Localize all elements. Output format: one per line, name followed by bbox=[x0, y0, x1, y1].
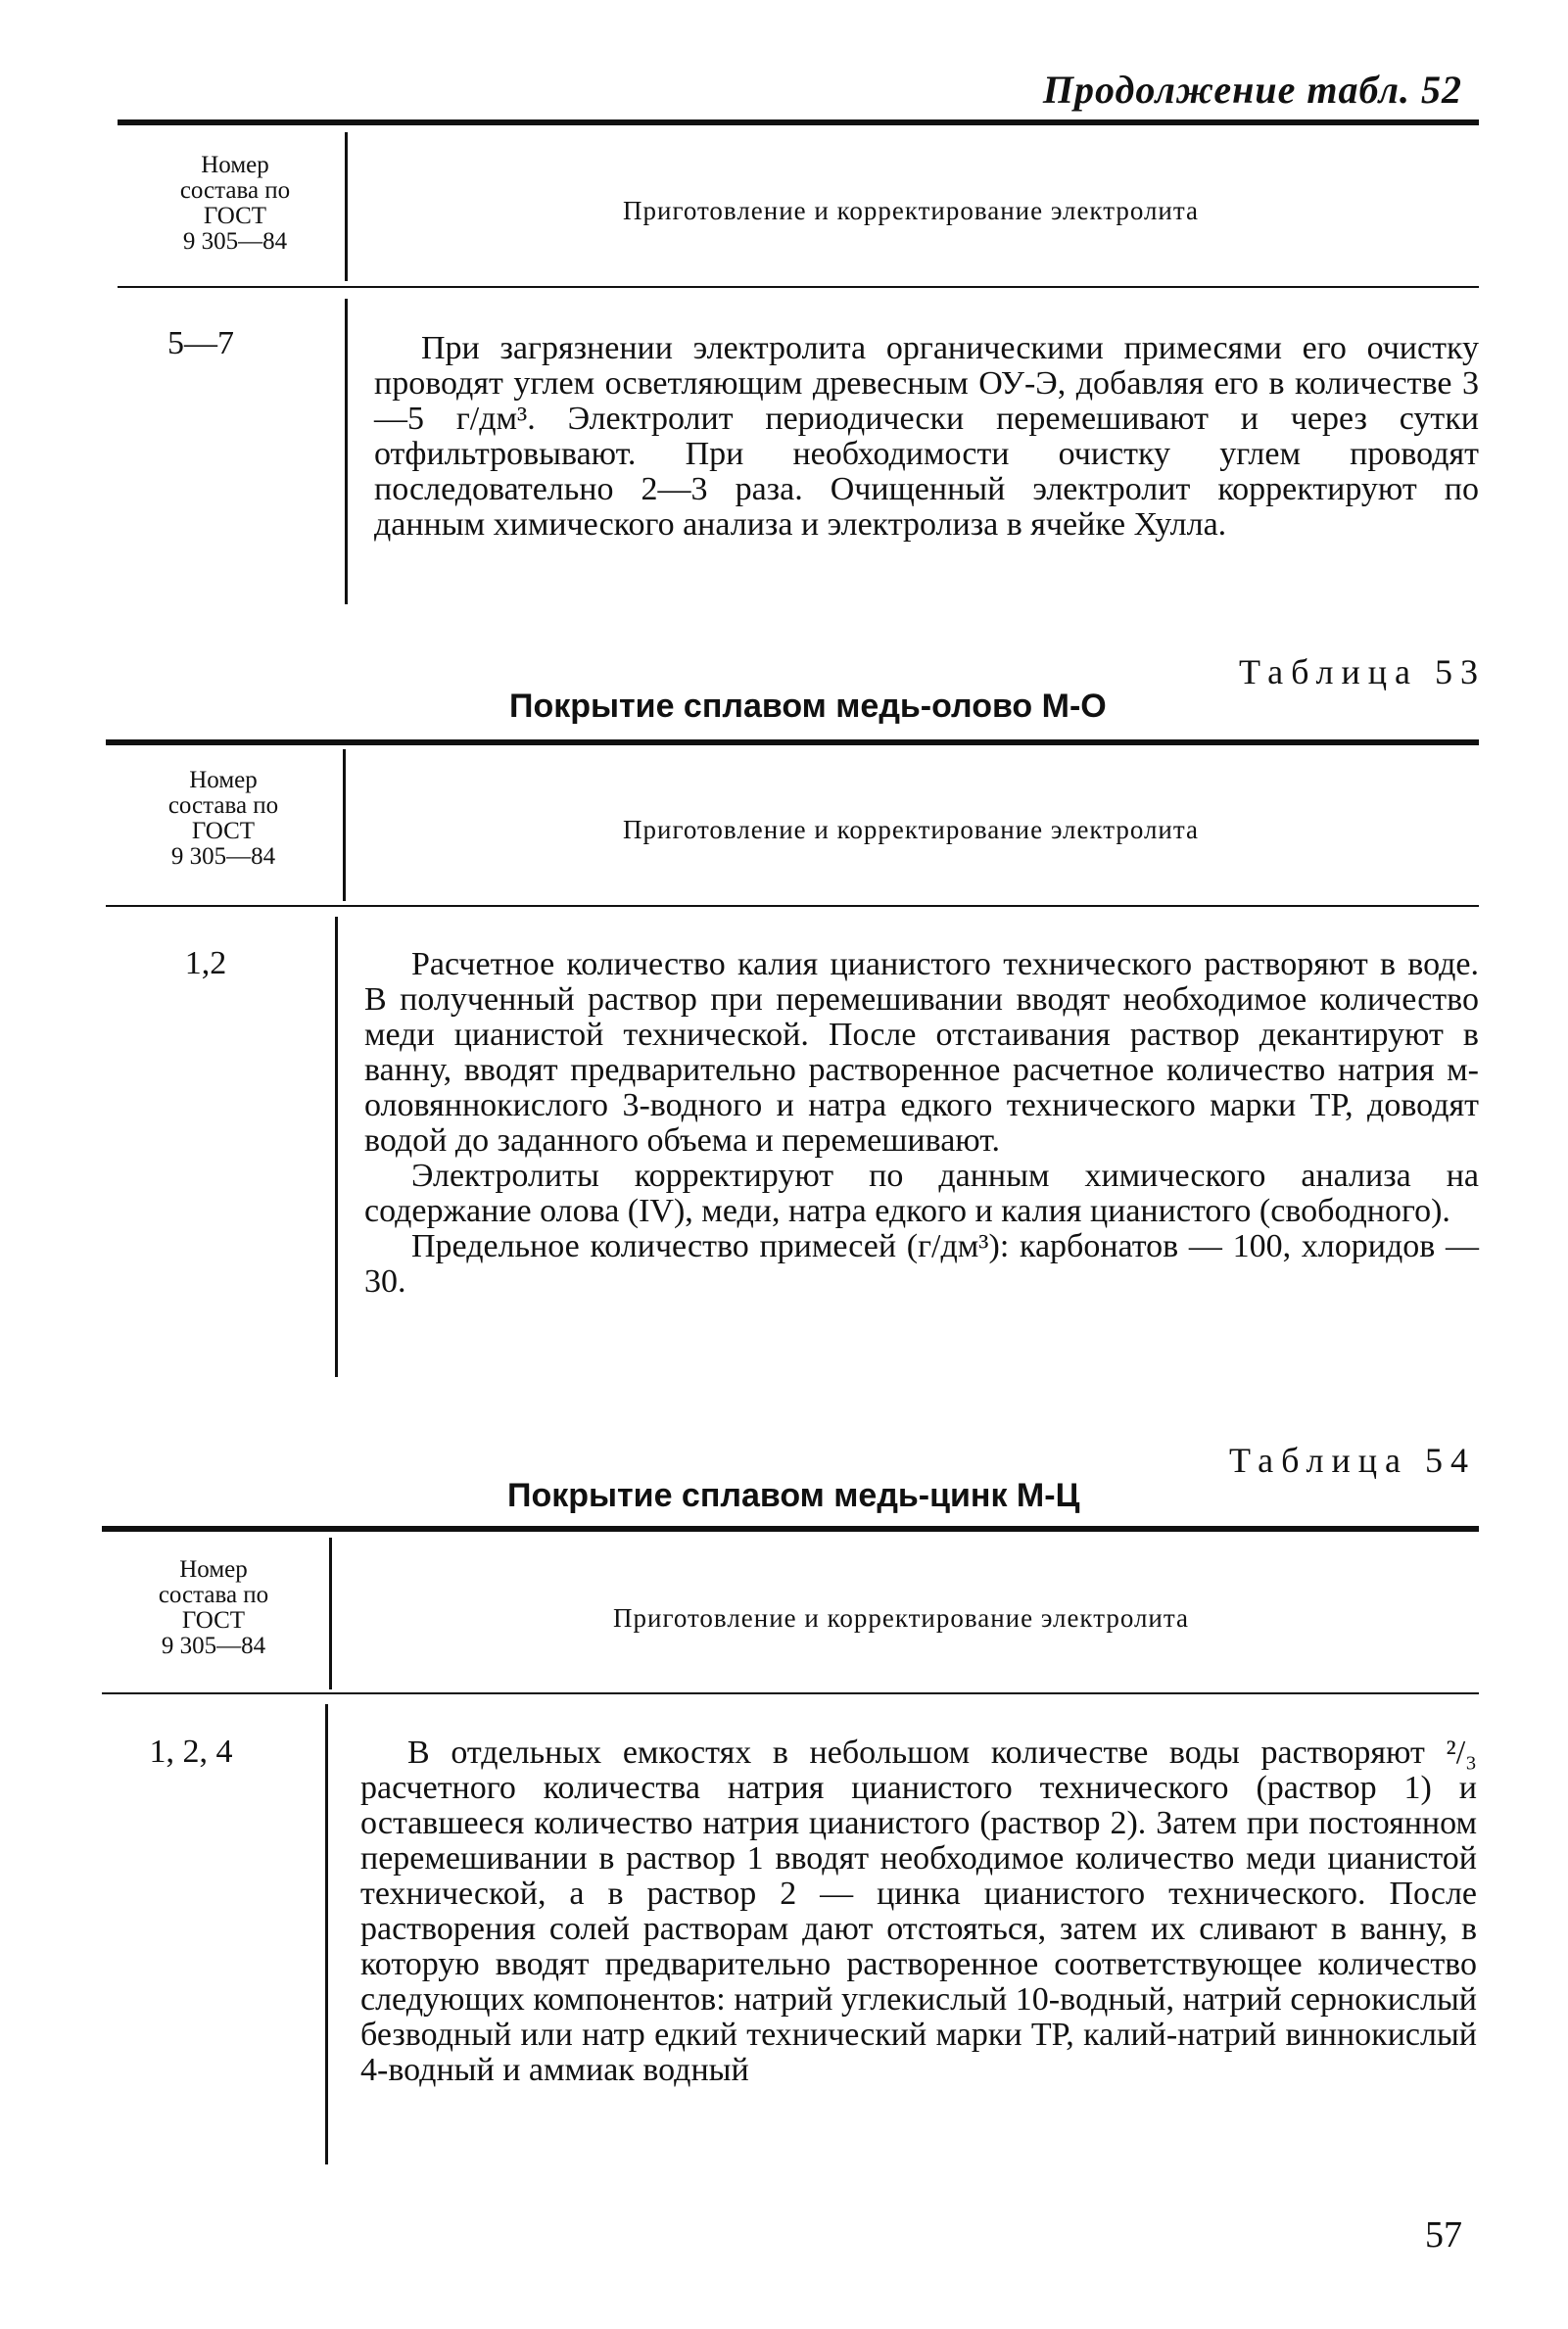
table54-top-rule bbox=[102, 1526, 1479, 1532]
table53-row-text bbox=[364, 947, 1479, 1300]
table52-body-divider bbox=[345, 299, 348, 604]
table53-caption: Покрытие сплавом медь-олово М-О bbox=[509, 688, 1107, 725]
table53-body-divider bbox=[335, 917, 338, 1377]
table52-header-description: Приготовление и корректирование электролита bbox=[623, 196, 1199, 225]
table52-header-rule bbox=[118, 286, 1479, 288]
table53-row-number: 1,2 bbox=[184, 945, 227, 981]
table53-top-rule bbox=[106, 739, 1479, 745]
table54-header-number: Номер состава по ГОСТ 9 305—84 bbox=[158, 1556, 269, 1659]
table54-caption: Покрытие сплавом медь-цинк М-Ц bbox=[507, 1477, 1080, 1514]
table54-label: Таблица 54 bbox=[1229, 1441, 1476, 1480]
table54-row-number: 1, 2, 4 bbox=[149, 1734, 233, 1770]
table52-top-rule bbox=[118, 119, 1479, 125]
table53-label: Таблица 53 bbox=[1239, 652, 1486, 691]
table53-divider bbox=[343, 749, 346, 901]
table53-paragraph-2: Электролиты корректируют по данным химического анализа на содержание олова (IV), меди, натра едкого и калия цианистого (свободного). bbox=[364, 1158, 1479, 1229]
table54-header-rule bbox=[102, 1692, 1479, 1694]
table54-row-text: В отдельных емкостях в небольшом количестве воды растворяют ²/₃ расчетного количества натрия цианистого технического (раствор 1) и оставшееся количество натрия цианистого (раствор 2). Затем при постоянном перемешивании в раствор 1 вводят необходимое количество меди цианистой технической, а в раствор 2 — цинка цианистого технического. После растворения солей растворам дают отстояться, затем их сливают в ванну, в которую вводят предварительно растворенное соответствующее количество следующих компонентов: натрий углекислый 10-водный, натрий сернокислый безводный или натр едкий технический марки ТР, калий-натрий виннокислый 4-водный и аммиак водный bbox=[360, 1735, 1477, 2088]
continuation-title: Продолжение табл. 52 bbox=[1042, 68, 1462, 112]
table54-divider bbox=[329, 1538, 332, 1689]
table53-header-rule bbox=[106, 905, 1479, 907]
table53-paragraph-3: Предельное количество примесей (г/дм³): карбонатов — 100, хлоридов — 30. bbox=[364, 1228, 1479, 1300]
page-number: 57 bbox=[1425, 2214, 1462, 2256]
table54-body-divider bbox=[325, 1704, 328, 2164]
table52-row-number: 5—7 bbox=[167, 325, 234, 361]
table53-header-number: Номер состава по ГОСТ 9 305—84 bbox=[167, 767, 279, 870]
table54-header-description: Приготовление и корректирование электролита bbox=[613, 1603, 1189, 1633]
table52-row-text: При загрязнении электролита органическими примесями его очистку проводят углем осветляющим древесным ОУ-Э, добавляя его в количестве 3—5 г/дм³. Электролит периодически перемешивают и через сутки отфильтровывают. При необходимости очистку углем проводят последовательно 2—3 раза. Очищенный электролит корректируют по данным химического анализа и электролиза в ячейке Хулла. bbox=[374, 330, 1479, 543]
table52-header-number: Номер состава по ГОСТ 9 305—84 bbox=[179, 152, 291, 255]
table53-header-description: Приготовление и корректирование электролита bbox=[623, 815, 1199, 844]
table53-paragraph-1: Расчетное количество калия цианистого технического растворяют в воде. В полученный раствор при перемешивании вводят необходимое количество меди цианистой технической. После отстаивания раствор декантируют в ванну, вводят предварительно растворенное расчетное количество натрия м-оловяннокислого 3-водного и натра едкого технического марки ТР, доводят водой до заданного объема и перемешивают. bbox=[364, 946, 1479, 1159]
table52-divider bbox=[345, 132, 348, 281]
